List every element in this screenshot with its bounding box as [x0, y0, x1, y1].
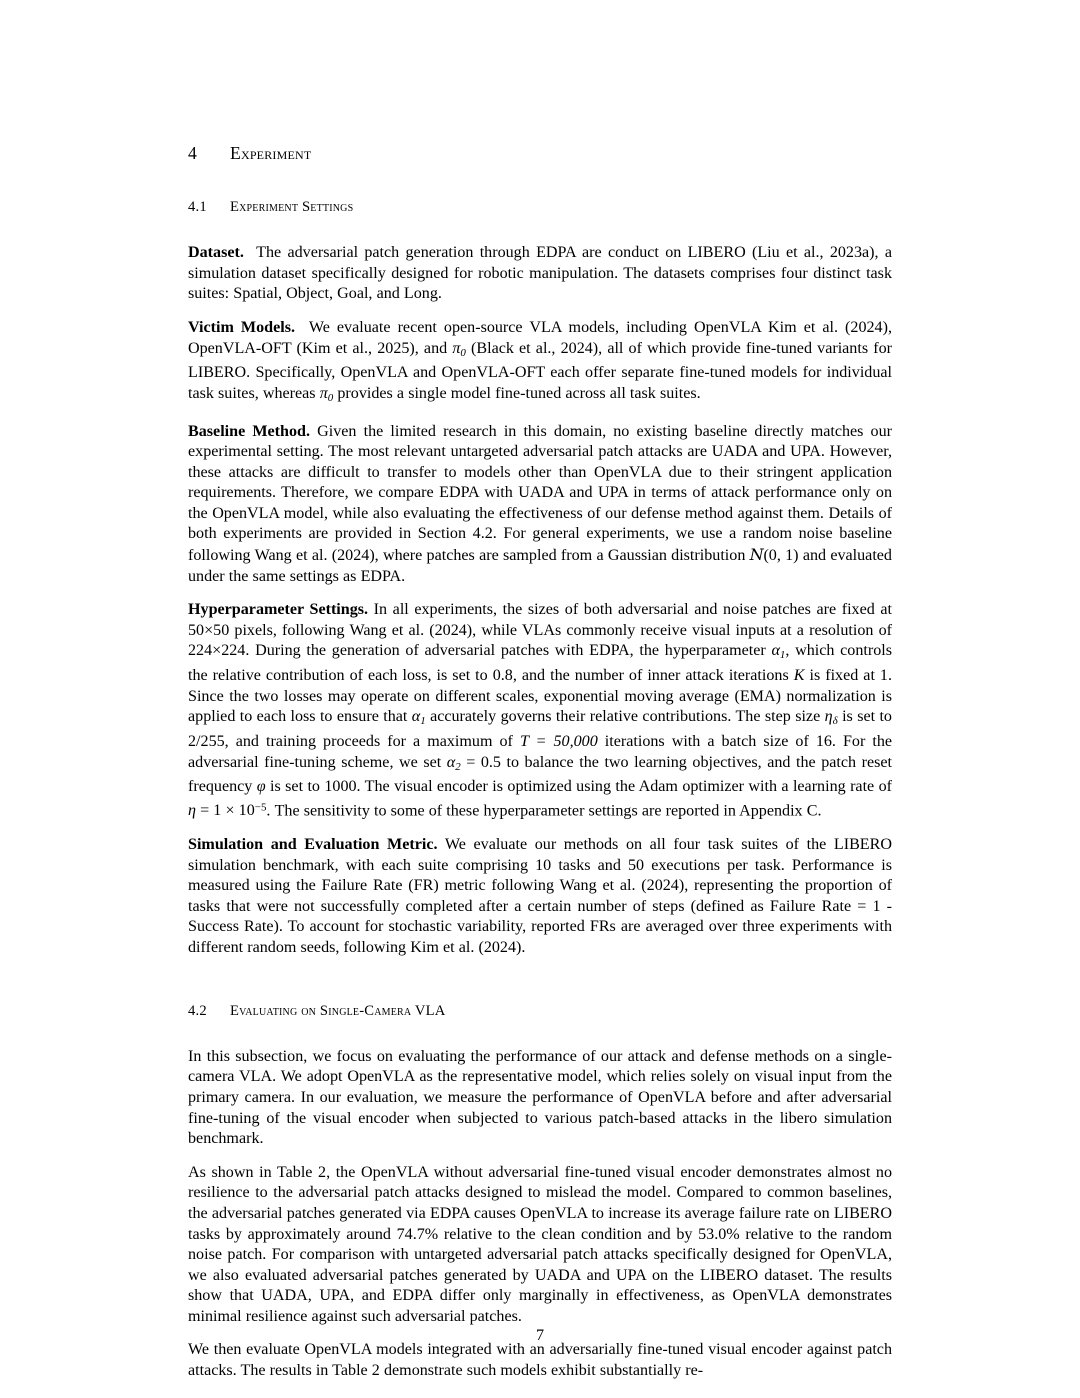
- math-alpha-2: [447, 754, 501, 771]
- math-eta-exponent: −5: [254, 801, 267, 814]
- math-learning-rate: [188, 802, 266, 819]
- spacer: [188, 165, 892, 198]
- math-alpha-value: = 0.5: [460, 753, 501, 771]
- math-pi-symbol: π: [319, 384, 328, 402]
- page-number: 7: [535, 1327, 545, 1344]
- subsection-number-4-2: 4.2: [188, 1002, 207, 1019]
- spacer: [188, 972, 892, 1002]
- paragraph-s42-defense: We then evaluate OpenVLA models integrated with an adversarially fine-tuned visual encoder against patch attacks. The results in Table 2 demonstrate such models exhibit substantially re-: [188, 1341, 892, 1380]
- paragraph-lead-dataset: Dataset.: [188, 244, 244, 262]
- hyper-part2: , which controls the relative contribution of each loss, is set to 0.8, and the number of inner attack iterations: [188, 642, 893, 685]
- paragraph-baseline-method: [188, 422, 892, 588]
- page-content: [188, 143, 892, 1395]
- hyper-part1: In all experiments, the sizes of both adversarial and noise patches are fixed at 50×50 pixels, following Wang et al. (2024), while VLAs commonly receive visual inputs at a resolution of 224×224. During the generation of adversarial patches with EDPA, the hyperparameter: [188, 601, 892, 660]
- subsection-title-4-2: Evaluating on Single-Camera VLA: [230, 1002, 446, 1019]
- math-alpha-1: [771, 642, 786, 662]
- paragraph-victim-models: [188, 318, 892, 409]
- paragraph-s42-results: As shown in Table 2, the OpenVLA without adversarial fine-tuned visual encoder demonstrates almost no resilience to the adversarial patch attacks designed to mislead the model. Compared to common baselines, the adversarial patches generated via EDPA causes OpenVLA to increase its average failure rate on LIBERO tasks by approximately around 74.7% relative to the clean condition and by 53.0% relative to the random noise patch. For comparison with untargeted adversarial patch attacks specifically designed for OpenVLA, we also evaluated adversarial patches generated by UADA and UPA on the LIBERO dataset. The results show that UADA, UPA, and EDPA differ only marginally in effectiveness, as OpenVLA demonstrates minimal resilience against such adversarial patches.: [188, 1163, 892, 1325]
- math-alpha-symbol: α: [411, 708, 421, 726]
- section-number-4: 4: [188, 143, 197, 163]
- math-eta-symbol: η: [824, 708, 833, 726]
- math-phi-symbol: φ: [256, 778, 266, 796]
- math-pi-symbol: π: [452, 339, 461, 357]
- paragraph-simulation-metric: [188, 835, 892, 959]
- subsection-heading-4-1: [188, 198, 892, 216]
- hyper-part10: . The sensitivity to some of these hyperparameter settings are reported in Appendix C.: [266, 802, 822, 820]
- math-alpha-subscript: 1: [420, 715, 426, 728]
- math-step-size-value: 2/255: [188, 732, 225, 750]
- subsection-number-4-1: 4.1: [188, 198, 207, 215]
- math-eta-equation: = 1 × 10: [195, 802, 255, 820]
- math-gaussian-symbol: N: [749, 545, 764, 565]
- hyper-part8: to balance the two learning objectives, and the patch reset frequency: [188, 753, 892, 796]
- math-alpha-subscript: 1: [779, 649, 786, 662]
- math-alpha-symbol: α: [771, 642, 780, 660]
- paper-page: [188, 0, 892, 1398]
- math-pi-subscript: 0: [327, 391, 334, 404]
- paragraph-lead-hyperparameter: Hyperparameter Settings.: [188, 601, 369, 619]
- simulation-metric-text: We evaluate our methods on all four task suites of the LIBERO simulation benchmark, with each suite comprising 10 tasks and 50 executions per task. Performance is measured using the Failure Rate (FR) metric following Wang et al. (2024), representing the proportion of tasks that were not successfully completed after a certain number of steps (defined as Failure Rate = 1 - Success Rate). To account for stochastic variability, reported FRs are averaged over three experiments with different random seeds, following Kim et al. (2024).: [188, 835, 892, 956]
- math-pi-zero-1: [452, 340, 466, 357]
- math-K-symbol: K: [793, 667, 805, 685]
- hyper-part4: accurately governs their relative contributions. The step size: [425, 708, 825, 726]
- subsection-heading-4-2: [188, 1002, 892, 1020]
- math-eta-symbol: η: [188, 802, 196, 820]
- paragraph-s42-intro: In this subsection, we focus on evaluating the performance of our attack and defense methods on a single-camera VLA. We adopt OpenVLA as the representative model, which relies solely on visual input from the primary camera. In our evaluation, we measure the performance of OpenVLA before and after adversarial fine-tuning of the visual encoder when subjected to various patch-based attacks in the libero simulation benchmark.: [188, 1047, 892, 1148]
- math-delta-subscript: δ: [832, 715, 838, 728]
- hyper-part3: is fixed at 1. Since the two losses may operate on different scales, exponential moving average (EMA) normalization is applied to each loss to ensure that: [188, 667, 892, 726]
- hyper-part5: is set to: [837, 708, 892, 726]
- math-T-iterations: T = 50,000: [519, 732, 598, 750]
- spacer: [188, 1020, 892, 1047]
- paragraph-lead-simulation-metric: Simulation and Evaluation Metric.: [188, 835, 438, 853]
- baseline-part2: and evaluated under the same settings as EDPA.: [188, 547, 892, 585]
- spacer: [188, 216, 892, 243]
- baseline-part1: Given the limited research in this domain, no existing baseline directly matches our experimental setting. The most relevant untargeted adversarial patch attacks are UADA and UPA. However, these attacks are difficult to transfer to models other than OpenVLA due to their stringent application requirements. Therefore, we compare EDPA with UADA and UPA in terms of attack performance only on the OpenVLA model, while also evaluating the effectiveness of our defense method against them. Details of both experiments are provided in Section 4.2. For general experiments, we use a random noise baseline following Wang et al. (2024), where patches are sampled from a Gaussian distribution: [188, 422, 892, 565]
- victim-models-part2: (Black et al., 2024), all of which provide fine-tuned variants for LIBERO. Specifically, OpenVLA and OpenVLA-OFT each offer separate fine-tuned models for individual task suites, whereas: [188, 339, 892, 402]
- paragraph-hyperparameter-settings: [188, 600, 892, 822]
- math-gaussian-args: (0, 1): [763, 547, 799, 565]
- math-alpha-subscript: 2: [455, 760, 461, 773]
- math-pi-zero-2: [320, 385, 334, 402]
- paragraph-lead-baseline-method: Baseline Method.: [188, 422, 311, 440]
- victim-models-part3: provides a single model fine-tuned across all task suites.: [333, 384, 701, 402]
- math-pi-subscript: 0: [460, 346, 466, 359]
- section-heading-4: [188, 143, 892, 165]
- section-title-4: Experiment: [230, 143, 312, 163]
- math-eta-delta: [824, 708, 838, 728]
- math-alpha-1-b: [411, 708, 426, 728]
- paragraph-text-dataset: The adversarial patch generation through EDPA are conduct on LIBERO (Liu et al., 2023a), a simulation dataset specifically designed for robotic manipulation. The datasets comprises four distinct task suites: Spatial, Object, Goal, and Long.: [188, 244, 892, 303]
- paragraph-dataset: [188, 243, 892, 305]
- victim-models-part1: We evaluate recent open-source VLA models, including OpenVLA Kim et al. (2024), OpenVLA-OFT (Kim et al., 2025), and: [188, 319, 892, 357]
- math-alpha-symbol: α: [446, 753, 456, 771]
- hyper-part7: iterations with a batch size of 16. For the adversarial fine-tuning scheme, we set: [188, 732, 893, 771]
- paragraph-lead-victim-models: Victim Models.: [188, 319, 296, 336]
- subsection-title-4-1: Experiment Settings: [230, 198, 354, 215]
- hyper-part6: , and training proceeds for a maximum of: [224, 732, 520, 750]
- hyper-part9: is set to 1000. The visual encoder is optimized using the Adam optimizer with a learning rate of: [265, 778, 892, 796]
